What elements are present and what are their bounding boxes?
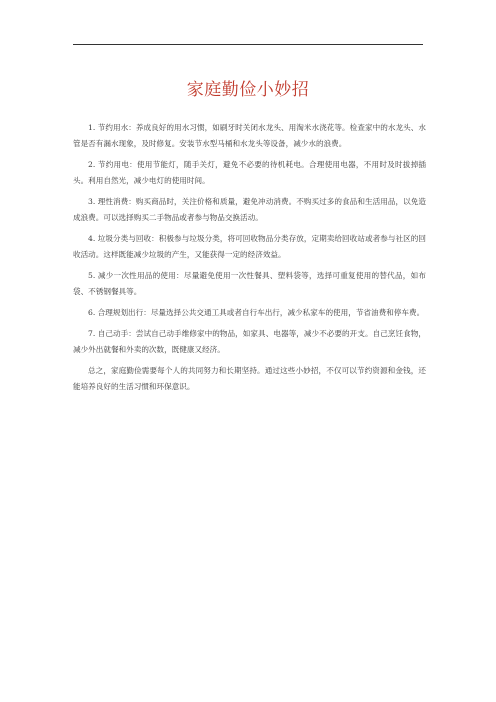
paragraph-summary: 总之，家庭勤俭需要每个人的共同努力和长期坚持。通过这些小妙招，不仅可以节约资源和金钱，还能培养良好的生活习惯和环保意识。	[73, 366, 426, 391]
paragraph-travel-planning: 6. 合理规划出行：尽量选择公共交通工具或者自行车出行，减少私家车的使用，节省油费和停车费。	[88, 308, 425, 317]
paragraph-diy: 7. 自己动手：尝试自己动手维修家中的物品，如家具、电器等，减少不必要的开支。自己烹饪食物，减少外出就餐和外卖的次数，既健康又经济。	[73, 329, 426, 354]
paragraph-waste-sorting: 4. 垃圾分类与回收：积极参与垃圾分类，将可回收物品分类存放，定期卖给回收站或者参与社区的回收活动。这样既能减少垃圾的产生，又能获得一定的经济效益。	[73, 234, 426, 259]
paragraph-disposables: 5. 减少一次性用品的使用：尽量避免使用一次性餐具、塑料袋等，选择可重复使用的替代品，如布袋、不锈钢餐具等。	[73, 271, 426, 296]
paragraph-rational-spending: 3. 理性消费：购买商品时，关注价格和质量，避免冲动消费。不购买过多的食品和生活用品，以免造成浪费。可以选择购买二手物品或者参与物品交换活动。	[73, 197, 426, 222]
paragraph-water-saving: 1. 节约用水：养成良好的用水习惯，如刷牙时关闭水龙头、用淘米水浇花等。检查家中的水龙头、水管是否有漏水现象，及时修复。安装节水型马桶和水龙头等设备，减少水的浪费。	[73, 123, 426, 148]
header-rule	[73, 44, 423, 45]
document-title: 家庭勤俭小妙招	[186, 80, 310, 100]
document-body	[73, 120, 426, 400]
paragraph-power-saving: 2. 节约用电：使用节能灯，随手关灯，避免不必要的待机耗电。合理使用电器，不用时及时拔掉插头。利用自然光，减少电灯的使用时间。	[73, 160, 426, 185]
